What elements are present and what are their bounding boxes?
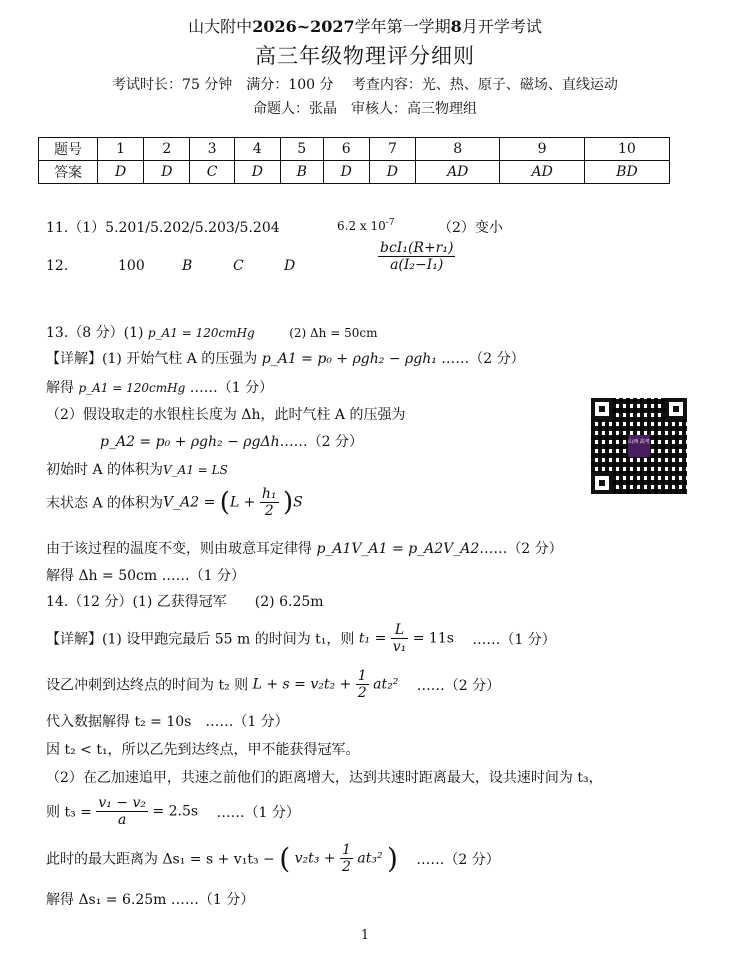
q13-line: 由于该过程的温度不变，则由玻意耳定律得 p_A1V_A1 = p_A2V_A2……（2 分） [46,541,563,557]
q13-line: 解得 p_A1 = 120cmHg ……（1 分） [46,380,274,396]
q12-answer: 100 [118,258,145,274]
question-number-row [39,138,670,161]
answer-cell: D [98,161,144,184]
q14-line: 【详解】(1) 设甲跑完最后 55 m 的时间为 t₁，则 t₁ = $\frac{L}{\text{v₁}}$ = 11s ……（1 分） [46,622,556,655]
exam-authors: 命题人：张晶 审核人：高三物理组 [253,101,477,117]
question-number: 10 [584,138,669,161]
exam-header-line: 山大附中2026~2027学年第一学期8月开学考试 [188,17,542,36]
question-number: 6 [323,138,369,161]
q14-line: （2）在乙加速追甲，共速之前他们的距离增大，达到共速时距离最大，设共速时间为 t₃， [46,770,603,786]
q12-answer: C [233,258,244,274]
answer-cell: C [190,161,234,184]
q13-heading: 13.（8 分）(1) p_A1 = 120cmHg (2) Δh = 50cm [46,325,378,341]
q14-heading: 14.（12 分）(1) 乙获得冠军 (2) 6.25m [46,594,324,610]
page-title: 高三年级物理评分细则 [255,44,475,68]
q13-line: 初始时 A 的体积为V_A1 = LS [46,462,228,478]
q12-answer: B [182,258,193,274]
question-number: 5 [280,138,323,161]
question-number: 8 [416,138,500,161]
answer-cell: AD [500,161,584,184]
q13-line: （2）假设取走的水银柱长度为 Δh，此时气柱 A 的压强为 [46,407,406,423]
q11-answer: 11.（1）5.201/5.202/5.203/5.204 [46,220,280,236]
question-number: 4 [234,138,280,161]
q14-line: 设乙冲刺到达终点的时间为 t₂ 则 L + s = v₂t₂ + $\frac{1}{2}$ at₂² ……（2 分） [46,668,501,701]
q13-line: 解得 Δh = 50cm ……（1 分） [46,568,245,584]
question-number: 7 [369,138,415,161]
answer-table [38,137,670,184]
row-header: 答案 [39,161,98,184]
question-number: 2 [144,138,190,161]
answer-cell: AD [416,161,500,184]
q13-line: 末状态 A 的体积为V_A2 = (L + $\frac{\text{h₁}}{2}$ )S [46,486,303,519]
q11-part2: （2）变小 [438,220,503,236]
q13-line: 【详解】(1) 开始气柱 A 的压强为 p_A1 = p₀ + ρgh₂ − ρgh₁ ……（2 分） [46,351,525,367]
qr-code-image [591,398,687,494]
row-header: 题号 [39,138,98,161]
question-number: 3 [190,138,234,161]
q12-label: 12. [46,258,69,274]
answer-cell: BD [584,161,669,184]
q12-answer: D [284,258,296,274]
answer-cell: D [369,161,415,184]
q11-value: 6.2 x $10^{-7}$ [337,218,395,233]
answer-row [39,161,670,184]
q12-formula: $\frac{\text{bcI₁(R+r₁)}}{\text{a(I₂−I₁)}}$ [380,240,454,273]
answer-cell: D [144,161,190,184]
q14-line: 解得 Δs₁ = 6.25m ……（1 分） [46,892,255,908]
q14-line: 则 t₃ = $\frac{\text{v₁ − v₂}}{a}$ = 2.5s ……（1 分） [46,795,300,828]
q14-line: 此时的最大距离为 Δs₁ = s + v₁t₃ − ( v₂t₃ + $\frac{1}{2}$ at₃² ) ……（2 分） [46,842,500,875]
q14-line: 因 t₂ < t₁，所以乙先到达终点，甲不能获得冠军。 [46,742,360,758]
q13-line: p_A2 = p₀ + ρgh₂ − ρgΔh……（2 分） [100,434,363,450]
answer-cell: D [323,161,369,184]
exam-info: 考试时长：75 分钟 满分：100 分 考查内容：光、热、原子、磁场、直线运动 [112,77,618,93]
page-number: 1 [360,928,370,943]
q14-line: 代入数据解得 t₂ = 10s ……（1 分） [46,714,289,730]
question-number: 1 [98,138,144,161]
answer-cell: B [280,161,323,184]
answer-cell: D [234,161,280,184]
qr-logo: 山西 高考 [628,435,650,457]
question-number: 9 [500,138,584,161]
